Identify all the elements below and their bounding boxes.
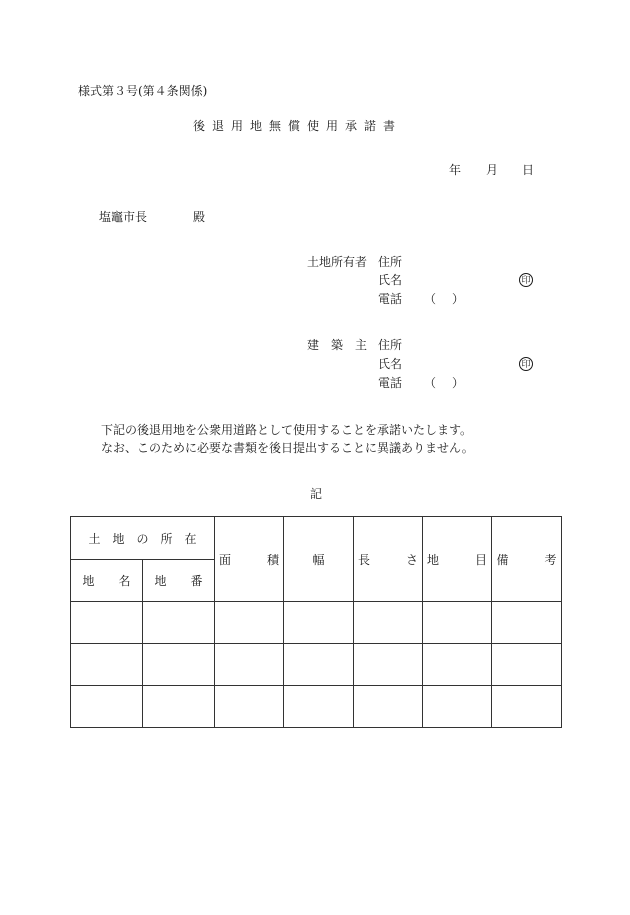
table-cell[interactable] [143,602,215,644]
body-text [101,421,474,457]
seal-icon: 印 [519,357,533,371]
col-header-lot-number: 地 番 [143,560,215,602]
table-cell[interactable] [354,686,423,728]
table-cell[interactable] [284,602,354,644]
landowner-role: 土地所有者 [307,255,368,269]
table-cell[interactable] [354,644,423,686]
form-number: 様式第３号(第４条関係) [78,84,208,98]
table-cell[interactable] [423,602,492,644]
table-cell[interactable] [143,644,215,686]
addressee-honorific: 殿 [193,210,206,224]
table-cell[interactable] [215,602,284,644]
col-header-remarks: 備 考 [492,517,562,602]
table-cell[interactable] [71,686,143,728]
date-year-label: 年 [449,163,462,177]
table-cell[interactable] [492,686,562,728]
table-cell[interactable] [284,686,354,728]
builder-phone-label: 電話 [378,376,403,390]
builder-address-label: 住所 [378,338,403,352]
land-table [70,516,562,728]
location-header: 土 地 の 所 在 [71,517,215,560]
addressee-name: 塩竈市長 [99,210,148,224]
table-cell[interactable] [284,644,354,686]
col-header-land-category: 地 目 [423,517,492,602]
table-cell[interactable] [215,644,284,686]
col-header-place-name: 地 名 [71,560,143,602]
seal-icon: 印 [519,273,533,287]
table-cell[interactable] [423,686,492,728]
builder-role: 建 築 主 [307,338,368,352]
table-cell[interactable] [71,602,143,644]
date-month-label: 月 [486,163,499,177]
body-line-2: なお、このために必要な書類を後日提出することに異議ありません。 [101,441,474,455]
builder-name-label: 氏名 [378,357,403,371]
col-header-area: 面 積 [215,517,284,602]
table-row [71,686,562,728]
landowner-address-label: 住所 [378,255,403,269]
landowner-name-label: 氏名 [378,273,403,287]
table-cell[interactable] [143,686,215,728]
builder-phone-paren-open: （ [424,376,437,390]
table-cell[interactable] [492,602,562,644]
table-cell[interactable] [71,644,143,686]
body-line-1: 下記の後退用地を公衆用道路として使用することを承諾いたします。 [101,423,473,437]
landowner-phone-label: 電話 [378,292,403,306]
landowner-phone-paren-open: （ [424,292,437,306]
col-header-length: 長 さ [354,517,423,602]
table-row [71,644,562,686]
table-cell[interactable] [215,686,284,728]
builder-phone-paren-close: ） [452,376,465,390]
table-cell[interactable] [492,644,562,686]
page-title: 後退用地無償使用承諾書 [193,119,403,133]
col-header-width: 幅 [284,517,354,602]
date-day-label: 日 [522,163,535,177]
table-cell[interactable] [423,644,492,686]
landowner-phone-paren-close: ） [452,292,465,306]
ki-heading: 記 [310,487,323,501]
table-header-row [71,517,562,560]
table-row [71,602,562,644]
table-cell[interactable] [354,602,423,644]
